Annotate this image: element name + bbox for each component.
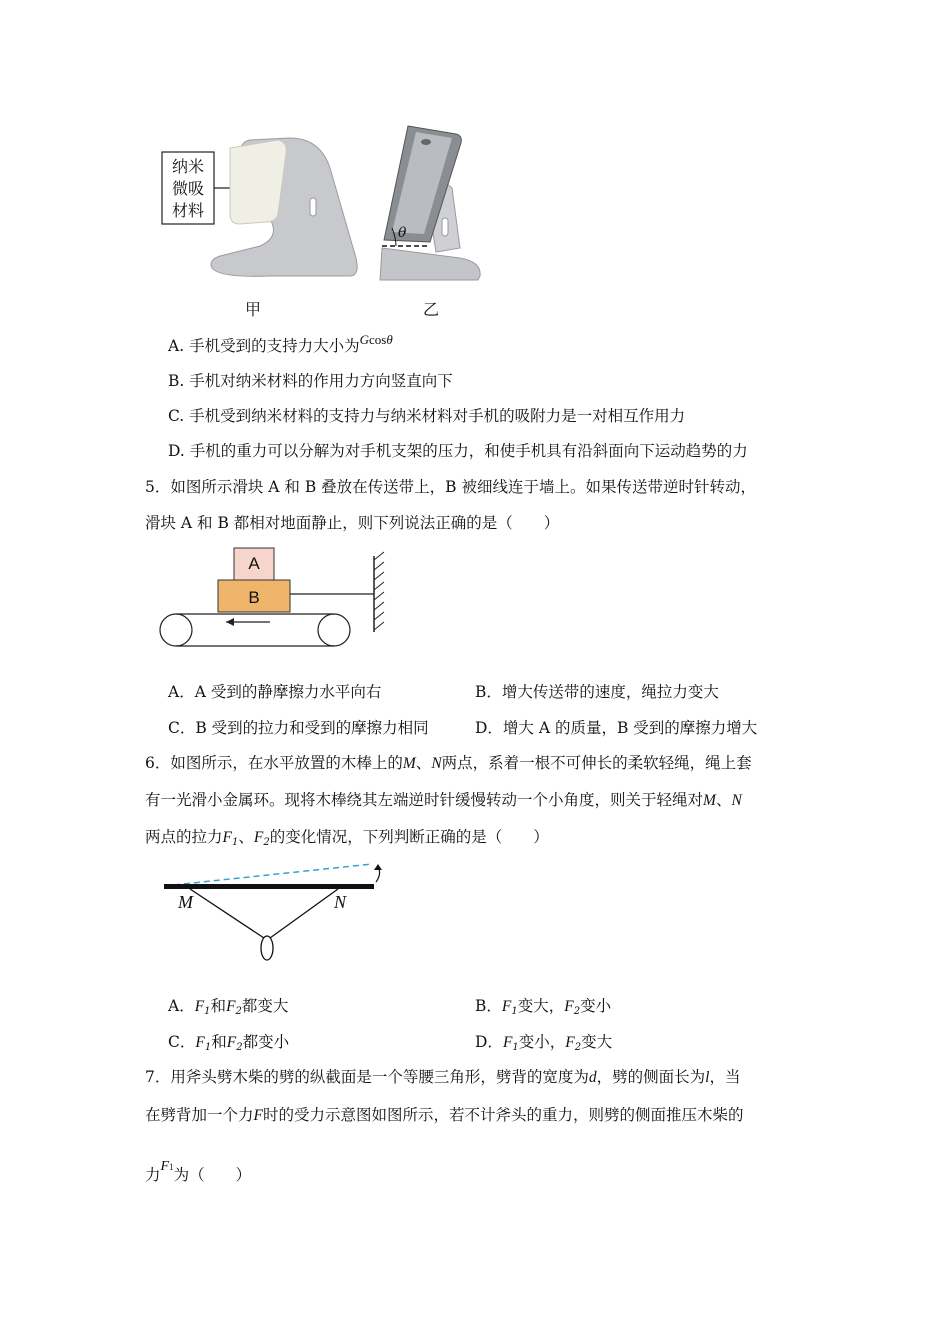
label-line-2: 微吸 (171, 179, 204, 198)
block-b-label: B (248, 588, 260, 607)
rod-rope-illustration (160, 858, 390, 966)
phone-stand-illustration (160, 118, 500, 318)
q5-stem-line-2: 滑块 A 和 B 都相对地面静止，则下列说法正确的是（ ） (145, 514, 560, 532)
q5-option-a: A．A 受到的静摩擦力水平向右 (168, 683, 382, 701)
formula-f1: F1 (160, 1159, 174, 1174)
metal-ring (261, 936, 273, 960)
q5-option-c: C．B 受到的拉力和受到的摩擦力相同 (168, 719, 429, 737)
q7-stem-line-3: 力F1为（ ） (145, 1159, 252, 1184)
formula-g-cos-theta: Gcosθ (359, 332, 393, 347)
q4-option-b: B. 手机对纳米材料的作用力方向竖直向下 (168, 372, 453, 390)
right-roller (318, 614, 350, 646)
option-letter: A. (168, 337, 185, 355)
caption-jia: 甲 (245, 300, 262, 319)
q7-stem-line-2: 在劈背加一个力F时的受力示意图如图所示，若不计斧头的重力，则劈的侧面推压木柴的 (145, 1106, 744, 1124)
q7-stem-line-1: 7．用斧头劈木柴的劈的纵截面是一个等腰三角形，劈背的宽度为d，劈的侧面长为l，当 (145, 1068, 741, 1086)
left-roller (160, 614, 192, 646)
q5-option-b: B．增大传送带的速度，绳拉力变大 (475, 683, 719, 701)
stand-left-slot (310, 198, 316, 216)
label-line-1: 纳米 (171, 157, 204, 176)
nano-material-label (168, 156, 208, 222)
rotation-arrow-head (374, 864, 382, 870)
arrow-head (226, 618, 234, 626)
q6-stem-line-2: 有一光滑小金属环。现将木棒绕其左端逆时针缓慢转动一个小角度，则关于轻绳对M、N (145, 791, 742, 809)
rope-left (190, 889, 264, 938)
q6-option-a: A．$F_1$和$F_2$都变大 (168, 997, 289, 1017)
q6-option-c: C．$F_1$和$F_2$都变小 (168, 1033, 290, 1053)
stand-right-slot (442, 218, 448, 236)
rod-rope-figure (160, 858, 390, 966)
q6-stem-line-3: 两点的拉力$F_1$、$F_2$的变化情况，下列判断正确的是（ ） (145, 828, 549, 848)
wooden-rod (164, 884, 374, 889)
stand-right-base (380, 248, 480, 280)
nano-pad (230, 140, 286, 224)
label-m: M (178, 892, 193, 912)
caption-yi: 乙 (423, 300, 440, 319)
q5-stem-line-1: 5．如图所示滑块 A 和 B 叠放在传送带上，B 被细线连于墙上。如果传送带逆时针转动， (145, 478, 756, 496)
block-a-label: A (248, 554, 260, 573)
q6-option-b: B．$F_1$变大，$F_2$变小 (475, 997, 612, 1017)
phone-stand-figure (160, 118, 500, 318)
label-line-3: 材料 (171, 201, 204, 220)
q6-option-d: D．$F_1$变小，$F_2$变大 (475, 1033, 613, 1053)
angle-theta-label: θ (398, 225, 407, 241)
q4-option-c: C. 手机受到纳米材料的支持力与纳米材料对手机的吸附力是一对相互作用力 (168, 407, 686, 425)
rope-right (270, 889, 338, 938)
conveyor-figure (156, 546, 396, 658)
q6-stem-line-1: 6．如图所示，在水平放置的木棒上的M、N两点，系着一根不可伸长的柔软轻绳，绳上套 (145, 754, 752, 772)
wall-hatching (374, 552, 384, 630)
option-text: 手机受到的支持力大小为 (189, 337, 360, 355)
rotated-rod-dashed (164, 864, 372, 886)
q5-option-d: D．增大 A 的质量，B 受到的摩擦力增大 (475, 719, 758, 737)
phone-camera (421, 139, 431, 145)
q4-option-a (168, 332, 393, 355)
label-n: N (334, 892, 347, 912)
q4-option-d: D. 手机的重力可以分解为对手机支架的压力，和使手机具有沿斜面向下运动趋势的力 (168, 442, 748, 460)
